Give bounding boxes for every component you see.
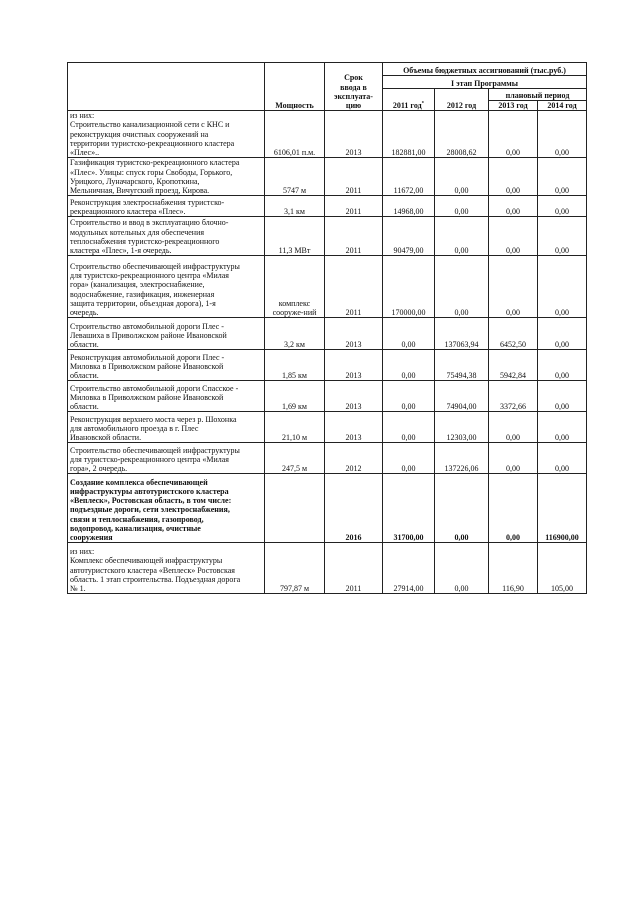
row-name-line: Миловка в Приволжском районе Ивановской <box>70 392 224 402</box>
row-year: 2011 <box>325 543 383 594</box>
header-2014: 2014 год <box>538 101 587 111</box>
row-name-line: кластера «Плес», 1-я очередь. <box>70 246 172 256</box>
row-name-line: из них: <box>70 111 95 121</box>
row-value-2014: 116900,00 <box>538 474 587 543</box>
row-name-line: подъездные дороги, сети электроснабжения, <box>70 505 230 515</box>
row-capacity: 21,10 м <box>265 412 325 443</box>
row-name-line: из них: <box>70 547 95 557</box>
row-capacity: комплекс сооруже-ний <box>265 256 325 318</box>
row-value-2012: 0,00 <box>435 217 489 256</box>
row-value-2011: 0,00 <box>383 318 435 350</box>
row-name-line: Реконструкция верхнего моста через р. Шохонка <box>70 414 237 424</box>
row-name-line: очередь. <box>70 308 99 318</box>
row-value-2011: 14968,00 <box>383 196 435 217</box>
row-capacity: 3,2 км <box>265 318 325 350</box>
row-capacity: 11,3 МВт <box>265 217 325 256</box>
row-value-2012: 0,00 <box>435 196 489 217</box>
header-year <box>325 63 383 111</box>
row-value-2014: 0,00 <box>538 111 587 158</box>
row-value-2014: 0,00 <box>538 217 587 256</box>
row-name-line: Мельничная, Вичугский проезд, Кирова. <box>70 186 210 196</box>
row-name <box>68 318 265 350</box>
row-capacity: 6106,01 п.м. <box>265 111 325 158</box>
row-value-2013: 6452,50 <box>489 318 538 350</box>
row-name-line: рекреационного кластера «Плес». <box>70 207 186 217</box>
table-row <box>68 443 587 474</box>
row-name-line: Строительство канализационной сети с КНС и <box>70 120 230 130</box>
row-value-2014: 0,00 <box>538 381 587 412</box>
row-name-line: Строительство и ввод в эксплуатацию блочно- <box>70 218 229 228</box>
row-value-2014: 0,00 <box>538 412 587 443</box>
row-name <box>68 158 265 196</box>
row-value-2013: 0,00 <box>489 474 538 543</box>
row-name-line: теплоснабжения туристско-рекреационного <box>70 236 220 246</box>
row-value-2012: 0,00 <box>435 158 489 196</box>
table-row <box>68 196 587 217</box>
row-name-line: область. 1 этап строительства. Подъездная дорога <box>70 574 241 584</box>
row-name-line: защита территории, объездная дорога), 1-я <box>70 298 216 308</box>
row-name-line: Строительство обеспечивающей инфраструктуры <box>70 262 240 271</box>
row-name <box>68 474 265 543</box>
row-name-line: Комплекс обеспечивающей инфраструктуры <box>70 556 223 566</box>
row-value-2014: 0,00 <box>538 350 587 381</box>
table-row <box>68 256 587 318</box>
row-value-2012: 75494,38 <box>435 350 489 381</box>
row-value-2013: 0,00 <box>489 111 538 158</box>
row-name <box>68 443 265 474</box>
row-name <box>68 196 265 217</box>
table-row <box>68 217 587 256</box>
row-value-2013: 0,00 <box>489 158 538 196</box>
table-row <box>68 158 587 196</box>
header-year-line: Срок <box>344 73 363 83</box>
row-name-line: Миловка в Приволжском районе Ивановской <box>70 361 224 371</box>
row-name-line: Ивановской области. <box>70 433 142 443</box>
row-name-line: водопровод, канализация, очистные <box>70 523 201 533</box>
row-value-2012: 0,00 <box>435 474 489 543</box>
row-value-2011: 0,00 <box>383 443 435 474</box>
row-value-2011: 31700,00 <box>383 474 435 543</box>
table-body <box>68 111 587 594</box>
header-2012: 2012 год <box>435 89 489 111</box>
row-value-2013: 0,00 <box>489 443 538 474</box>
table-row <box>68 381 587 412</box>
row-name <box>68 350 265 381</box>
row-value-2013: 0,00 <box>489 256 538 318</box>
row-name-line: Левашиха в Приволжском районе Ивановской <box>70 330 227 340</box>
row-name <box>68 217 265 256</box>
row-value-2014: 0,00 <box>538 196 587 217</box>
row-name-line: Реконструкция электроснабжения туристско- <box>70 197 225 207</box>
row-name-line: Строительство автомобильной дороги Плес - <box>70 321 224 331</box>
row-year: 2013 <box>325 412 383 443</box>
header-budget: Объемы бюджетных ассигнований (тыс.руб.) <box>383 63 587 76</box>
row-capacity: 797,87 м <box>265 543 325 594</box>
row-name-line: Строительство обеспечивающей инфраструктуры <box>70 445 240 455</box>
row-value-2012: 28008,62 <box>435 111 489 158</box>
row-year: 2011 <box>325 256 383 318</box>
row-name-line: территории туристско-рекреационного кластера <box>70 138 235 148</box>
row-name-line: модульных котельных для обеспечения <box>70 227 205 237</box>
row-value-2013: 0,00 <box>489 217 538 256</box>
row-value-2013: 0,00 <box>489 196 538 217</box>
row-value-2012: 12303,00 <box>435 412 489 443</box>
row-name-line: Строительство автомобильной дороги Спасское - <box>70 383 239 393</box>
row-value-2011: 90479,00 <box>383 217 435 256</box>
row-name <box>68 111 265 158</box>
table-row <box>68 350 587 381</box>
row-year: 2013 <box>325 381 383 412</box>
header-2011-mark: * <box>421 101 425 107</box>
row-name-line: «Веплеск», Ростовская область, в том числе: <box>70 496 232 506</box>
row-value-2013: 0,00 <box>489 412 538 443</box>
table-row <box>68 412 587 443</box>
row-year: 2013 <box>325 318 383 350</box>
row-name-line: для туристско-рекреационного центра «Милая <box>70 271 229 281</box>
row-value-2011: 11672,00 <box>383 158 435 196</box>
row-year: 2013 <box>325 350 383 381</box>
row-capacity: 3,1 км <box>265 196 325 217</box>
table-row <box>68 474 587 543</box>
row-value-2011: 182881,00 <box>383 111 435 158</box>
row-value-2012: 74904,00 <box>435 381 489 412</box>
row-name-line: гора», 2 очередь. <box>70 464 128 474</box>
row-value-2013: 116,90 <box>489 543 538 594</box>
row-year: 2013 <box>325 111 383 158</box>
row-value-2014: 0,00 <box>538 318 587 350</box>
row-value-2014: 0,00 <box>538 256 587 318</box>
row-name-line: области. <box>70 402 99 412</box>
row-name-line: Создание комплекса обеспечивающей <box>70 477 208 487</box>
row-value-2011: 27914,00 <box>383 543 435 594</box>
header-2011-label: 2011 год <box>392 101 422 110</box>
row-value-2014: 0,00 <box>538 158 587 196</box>
row-name <box>68 412 265 443</box>
row-value-2014: 105,00 <box>538 543 587 594</box>
row-name-line: для автомобильного проезда в г. Плес <box>70 423 199 433</box>
header-year-line: эксплуата- <box>334 91 373 101</box>
row-name-line: Газификация туристско-рекреационного кластера <box>70 158 240 168</box>
row-capacity: 1,85 км <box>265 350 325 381</box>
row-year: 2012 <box>325 443 383 474</box>
header-2011 <box>383 89 435 111</box>
table-row <box>68 318 587 350</box>
row-value-2012: 137063,94 <box>435 318 489 350</box>
budget-table <box>67 62 587 594</box>
row-value-2014: 0,00 <box>538 443 587 474</box>
row-value-2013: 5942,84 <box>489 350 538 381</box>
row-name-line: инфраструктуры автотуристского кластера <box>70 487 229 496</box>
row-name-line: № 1. <box>70 584 86 594</box>
row-value-2013: 3372,66 <box>489 381 538 412</box>
row-year: 2011 <box>325 196 383 217</box>
row-name-line: сооружения <box>70 533 113 543</box>
header-capacity: Мощность <box>265 63 325 111</box>
table-header <box>68 63 587 111</box>
row-name-line: для туристско-рекреационного центра «Милая <box>70 454 229 464</box>
table-row <box>68 543 587 594</box>
row-name-line: области. <box>70 371 99 381</box>
row-year: 2011 <box>325 158 383 196</box>
row-name-line: «Плес».. <box>70 148 100 158</box>
row-name-line: водоснабжение, газификация, инженерная <box>70 289 215 299</box>
row-name-line: связи и теплоснабжения, газопровод, <box>70 514 204 524</box>
row-value-2012: 0,00 <box>435 256 489 318</box>
row-capacity: 247,5 м <box>265 443 325 474</box>
row-value-2011: 170000,00 <box>383 256 435 318</box>
header-year-line: цию <box>345 101 362 110</box>
header-stage: I этап Программы <box>383 76 587 89</box>
row-year: 2011 <box>325 217 383 256</box>
row-capacity: 5747 м <box>265 158 325 196</box>
row-name-line: Урицкого, Луначарского, Кропоткина, <box>70 176 200 186</box>
header-planned: плановый период <box>489 89 587 101</box>
row-value-2012: 0,00 <box>435 543 489 594</box>
row-value-2012: 137226,06 <box>435 443 489 474</box>
row-name-line: реконструкция очистных сооружений на <box>70 129 209 139</box>
row-capacity <box>265 474 325 543</box>
row-name-line: «Плес». Улицы: спуск горы Свободы, Горького, <box>70 167 233 177</box>
row-capacity: 1,69 км <box>265 381 325 412</box>
row-name-line: гора» (канализация, электроснабжение, <box>70 280 205 290</box>
row-name-line: Реконструкция автомобильной дороги Плес - <box>70 352 225 362</box>
row-name-line: автотуристского кластера «Веплеск» Ростовская <box>70 565 235 575</box>
row-name <box>68 256 265 318</box>
table-row <box>68 111 587 158</box>
header-2013: 2013 год <box>489 101 538 111</box>
row-name <box>68 381 265 412</box>
header-year-line: ввода в <box>340 82 367 92</box>
row-name-line: области. <box>70 340 99 350</box>
header-name-cell <box>68 63 265 111</box>
row-value-2011: 0,00 <box>383 412 435 443</box>
row-value-2011: 0,00 <box>383 381 435 412</box>
row-year: 2016 <box>325 474 383 543</box>
row-value-2011: 0,00 <box>383 350 435 381</box>
row-name <box>68 543 265 594</box>
